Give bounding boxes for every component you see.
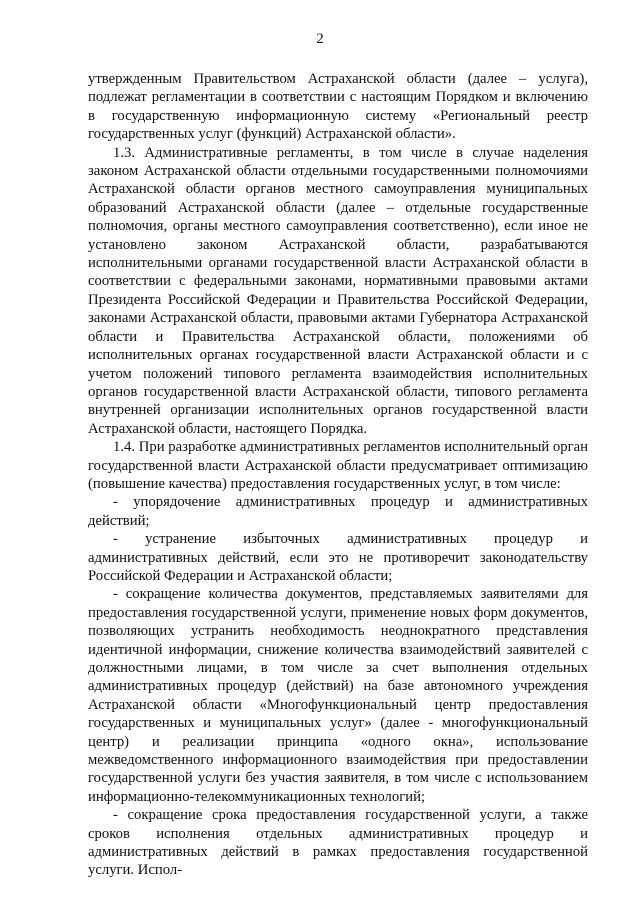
document-body (88, 70, 588, 880)
page-number: 2 (316, 31, 324, 47)
paragraph-continuation: утвержденным Правительством Астраханской области (далее – услуга), подлежат регламентации в соответствии с настоящим Порядком и включению в государственную информационную систему «Региональный реестр государственных услуг (функций) Астраханской области». (88, 71, 588, 143)
list-item-ordering: - упорядочение административных процедур и административных действий; (88, 494, 588, 529)
list-item-reduction-documents: - сокращение количества документов, представляемых заявителями для предоставления государственной услуги, применение новых форм документов, позволяющих устранить необходимость неоднократного представления идентичной информации, снижение количества взаимодействий заявителей с должностными лицами, в том числе за счет выполнения отдельных административных процедур (действий) на базе автономного учреждения Астраханской области «Многофункциональный центр предоставления государственных и муниципальных услуг» (далее - многофункциональный центр) и реализации принципа «одного окна», использование межведомственного информационного взаимодействия при предоставлении государственной услуги без участия заявителя, в том числе с использованием информационно-телекоммуникационных технологий; (88, 586, 588, 805)
list-item-elimination: - устранение избыточных административных процедур и административных действий, если это не противоречит законодательству Российской Федерации и Астраханской области; (88, 531, 588, 584)
list-item-reduction-term: - сокращение срока предоставления государственной услуги, а также сроков исполнения отдельных административных процедур и административных действий в рамках предоставления государственной услуги. Испол- (88, 807, 588, 879)
paragraph-1-4: 1.4. При разработке административных регламентов исполнительный орган государственной власти Астраханской области предусматривает оптимизацию (повышение качества) предоставления государственных услуг, в том числе: (88, 439, 588, 492)
paragraph-1-3: 1.3. Административные регламенты, в том числе в случае наделения законом Астраханской области отдельными государственными полномочиями Астраханской области органов местного самоуправления муниципальных образований Астраханской области (далее – отдельные государственные полномочия, органы местного самоуправления соответственно), если иное не установлено законом Астраханской области, разрабатываются исполнительными органами государственной власти Астраханской области в соответствии с федеральными законами, нормативными правовыми актами Президента Российской Федерации и Правительства Российской Федерации, законами Астраханской области, правовыми актами Губернатора Астраханской области и Правительства Астраханской области, положениями об исполнительных органах государственной власти Астраханской области и с учетом положений типового регламента взаимодействия исполнительных органов государственной власти Астраханской области, типового регламента внутренней организации исполнительных органов государственной власти Астраханской области, настоящего Порядка. (88, 144, 588, 437)
